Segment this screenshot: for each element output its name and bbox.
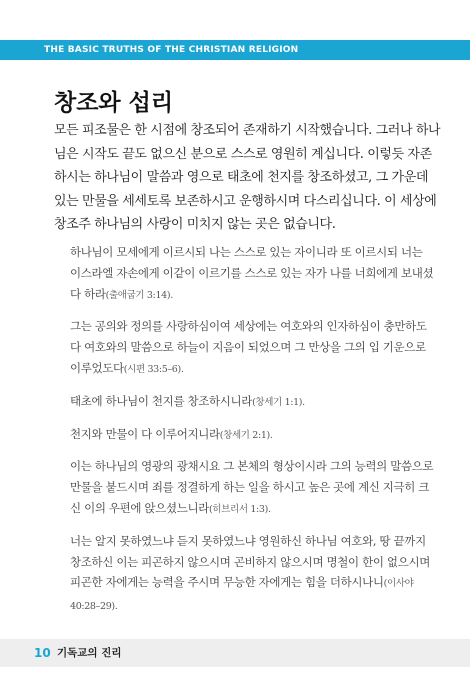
verse-reference: (시편 33:5–6). xyxy=(123,363,184,375)
verse-text: 천지와 만물이 다 이루어지니라 xyxy=(70,426,220,441)
verse-text: 너는 알지 못하였느냐 듣지 못하였느냐 영원하신 하나님 여호와, 땅 끝까지 창조하신 이는 피곤하지 않으시며 곤비하지 않으시며 명철이 한이 없으시며 피곤한 자에게는 능력을 주시며 무능한 자에게는 힘을 더하시나니 xyxy=(70,533,430,590)
book-title: 기독교의 진리 xyxy=(57,647,122,659)
verse-reference: (히브리서 1:3). xyxy=(209,503,271,515)
running-title: THE BASIC TRUTHS OF THE CHRISTIAN RELIGION xyxy=(44,45,299,55)
verse-text: 태초에 하나님이 천지를 창조하시니라 xyxy=(70,393,253,408)
page-number: 10 xyxy=(34,646,51,660)
chapter-title: 창조와 섭리 xyxy=(54,90,174,116)
verse-text: 그는 공의와 정의를 사랑하심이여 세상에는 여호와의 인자하심이 충만하도다 여호와의 말씀으로 하늘이 지음이 되었으며 그 만상을 그의 입 기운으로 이루었도다 xyxy=(70,319,427,375)
verse-reference: (이사야 40:28–29). xyxy=(70,578,414,613)
verse-reference: (창세기 1:1). xyxy=(252,396,305,408)
scripture-quote xyxy=(70,531,434,618)
page-footer xyxy=(0,639,470,667)
chapter-body-paragraph: 모든 피조물은 한 시점에 창조되어 존재하기 시작했습니다. 그러나 하나님은 시작도 끝도 없으신 분으로 스스로 영원히 계십니다. 이렇듯 자존하시는 하나님이 말씀과 영으로 태초에 천지를 창조하셨고, 그 가운데 있는 만물을 세세토록 보존하시고 운행하시며 다스리십니다. 이 세상에 창조주 하나님의 사랑이 미치지 않는 곳은 없습니다. xyxy=(54,123,441,233)
scripture-quote xyxy=(70,242,434,306)
verse-text: 하나님이 모세에게 이르시되 나는 스스로 있는 자이니라 또 이르시되 너는 이스라엘 자손에게 이같이 이르기를 스스로 있는 자가 나를 너희에게 보내셨다 하라 xyxy=(70,245,434,301)
running-header-band xyxy=(0,40,470,60)
scripture-quote xyxy=(70,316,434,380)
scripture-quote xyxy=(70,424,434,447)
scripture-quote xyxy=(70,456,434,520)
verse-text: 이는 하나님의 영광의 광채시요 그 본체의 형상이시라 그의 능력의 말씀으로 만물을 붙드시며 죄를 정결하게 하는 일을 하시고 높은 곳에 계신 지극히 크신 이의 우편에 앉으셨느니라 xyxy=(70,459,434,515)
verse-reference: (창세기 2:1). xyxy=(219,429,273,441)
scripture-quotes xyxy=(70,242,434,628)
scripture-quote xyxy=(70,391,434,414)
verse-reference: (출애굽기 3:14). xyxy=(105,289,173,301)
